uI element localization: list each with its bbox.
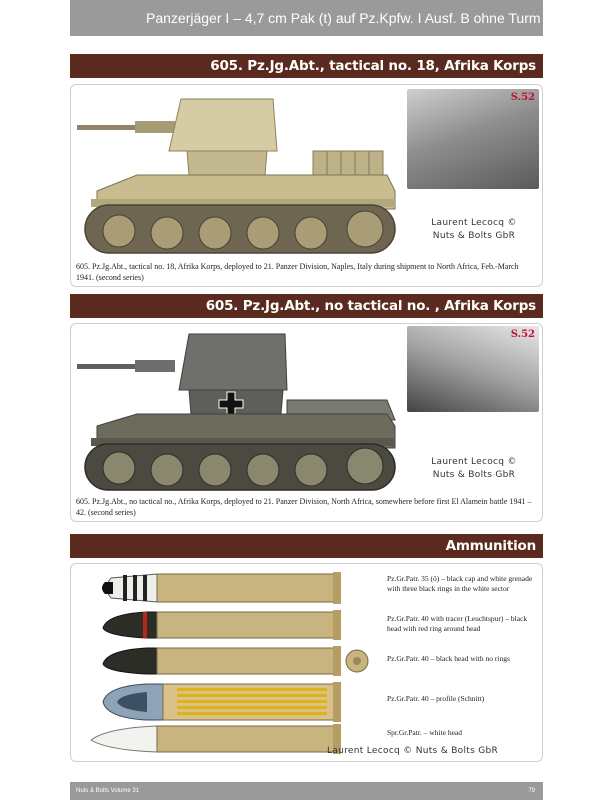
ammo-label: Pz.Gr.Patr. 40 with tracer (Leuchtspur) – black head with red ring around head xyxy=(387,614,528,633)
round-pzgrpatr-40-cutaway xyxy=(103,682,341,722)
ammunition-drawings xyxy=(77,568,377,758)
profile-caption-1: 605. Pz.Jg.Abt., tactical no. 18, Afrika Korps, deployed to 21. Panzer Division, Naples, Italy during shipment to North Africa, Feb.-March 1941. (second series) xyxy=(76,262,519,282)
section-header-1 xyxy=(70,54,543,78)
ammo-label: Pz.Gr.Patr. 35 (ö) – black cap and white grenade with three black rings in the white sector xyxy=(387,574,533,593)
photo-tag-1: S.52 xyxy=(510,92,535,103)
profile-panel-2 xyxy=(70,323,543,522)
page-footer xyxy=(70,782,543,800)
section-title-1: 605. Pz.Jg.Abt., tactical no. 18, Afrika Korps xyxy=(210,58,536,74)
page-title-bar xyxy=(70,0,543,36)
photo-tag-2: S.52 xyxy=(510,329,535,340)
page-number: 79 xyxy=(528,788,535,794)
credit-line: Nuts & Bolts GbR xyxy=(432,470,516,480)
footer-publication: Nuts & Bolts Volume 31 xyxy=(76,788,140,794)
section-header-2 xyxy=(70,294,543,318)
page-title: Panzerjäger I – 4,7 cm Pak (t) auf Pz.Kpfw. I Ausf. B ohne Turm xyxy=(146,10,541,26)
profile-caption-2: 605. Pz.Jg.Abt., no tactical no., Afrika Korps, deployed to 21. Panzer Division, North Africa, somewhere before first El Alamein battle 1941 – 42. (second series) xyxy=(76,497,532,517)
ammo-credit: Laurent Lecocq © Nuts & Bolts GbR xyxy=(327,746,499,756)
section-title-ammunition: Ammunition xyxy=(445,538,536,554)
round-sprgrpatr xyxy=(91,724,341,754)
vehicle-profile-1 xyxy=(77,91,397,261)
section-title-2: 605. Pz.Jg.Abt., no tactical no. , Afrika Korps xyxy=(205,298,536,314)
ammo-label: Spr.Gr.Patr. – white head xyxy=(387,728,462,737)
ammo-label: Pz.Gr.Patr. 40 – profile (Schnitt) xyxy=(387,694,485,703)
artist-credit-1 xyxy=(411,217,537,243)
credit-line: Laurent Lecocq © xyxy=(431,457,517,467)
ammo-label: Pz.Gr.Patr. 40 – black head with no rings xyxy=(387,654,510,663)
round-pzgrpatr-40-tracer xyxy=(103,610,341,640)
ammunition-panel xyxy=(70,563,543,762)
profile-panel-1 xyxy=(70,84,543,287)
section-header-ammunition xyxy=(70,534,543,558)
round-pzgrpatr-35 xyxy=(102,572,341,604)
artist-credit-2 xyxy=(411,456,537,482)
credit-line: Laurent Lecocq © xyxy=(431,218,517,228)
vehicle-profile-2 xyxy=(77,330,397,495)
round-pzgrpatr-40 xyxy=(103,646,368,676)
credit-line: Nuts & Bolts GbR xyxy=(432,231,516,241)
reference-photo-1 xyxy=(407,89,539,189)
reference-photo-2 xyxy=(407,326,539,412)
